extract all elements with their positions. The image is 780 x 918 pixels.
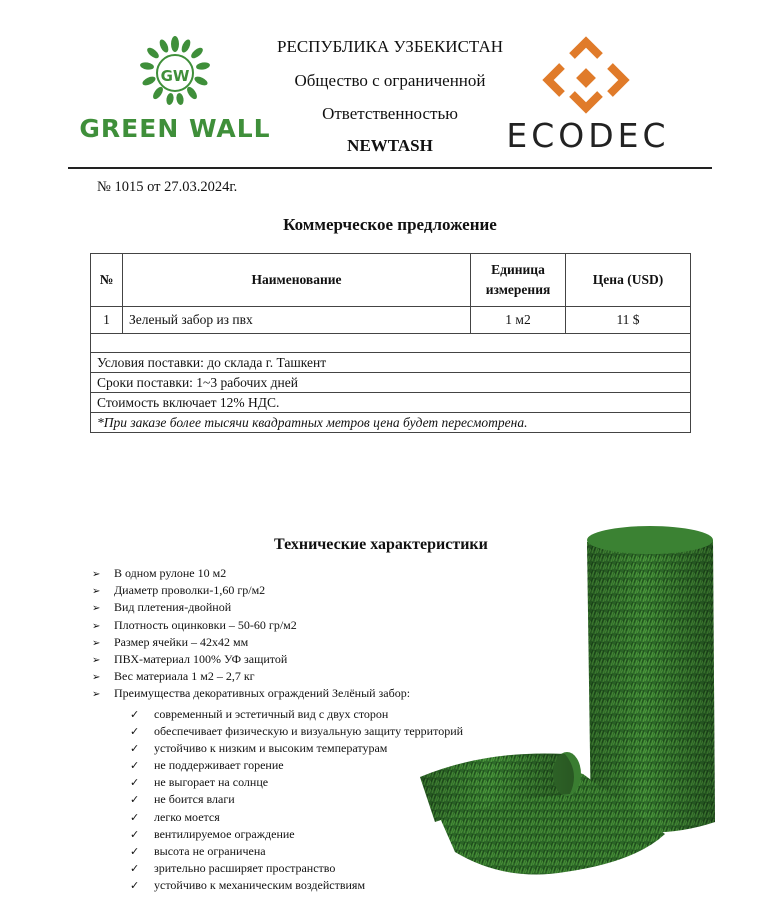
checkmark-icon: ✓ [130, 725, 140, 739]
list-item: ✓ высота не ограничена [130, 843, 463, 860]
arrow-bullet-icon: ➢ [92, 603, 101, 615]
checkmark-icon: ✓ [130, 776, 140, 790]
company-name: NEWTASH [347, 136, 433, 155]
list-item: ✓ вентилируемое ограждение [130, 826, 463, 843]
offer-title: Коммерческое предложение [283, 215, 497, 234]
table-spacer-row [91, 334, 691, 353]
delivery-time: Сроки поставки: 1~3 рабочих дней [91, 373, 691, 393]
specs-title: Технические характеристики [274, 536, 488, 553]
bulk-price-note: *При заказе более тысячи квадратных метров цена будет пересмотрена. [91, 413, 691, 433]
list-item: ➢ ПВХ-материал 100% УФ защитой [92, 651, 410, 668]
condition-row [91, 353, 691, 373]
list-item: ✓ не выгорает на солнце [130, 774, 463, 791]
list-item: ✓ не боится влаги [130, 791, 463, 808]
arrow-bullet-icon: ➢ [92, 569, 101, 580]
arrow-bullet-icon: ➢ [92, 654, 101, 666]
list-item: ✓ обеспечивает физическую и визуальную защиту территорий [130, 723, 463, 740]
arrow-bullet-icon: ➢ [92, 620, 101, 632]
condition-row [91, 393, 691, 413]
checkmark-icon: ✓ [130, 708, 140, 721]
row-unit: 1 м2 [471, 307, 566, 334]
list-item: ➢ Плотность оцинковки – 50-60 гр/м2 [92, 617, 410, 634]
green-fence-roll-image [415, 522, 725, 912]
vat-note: Стоимость включает 12% НДС. [91, 393, 691, 413]
checkmark-icon: ✓ [130, 742, 140, 756]
arrow-bullet-icon: ➢ [92, 689, 101, 701]
advantages-list [130, 706, 463, 894]
spec-list [92, 565, 410, 703]
document-number: № 1015 от 27.03.2024г. [97, 179, 238, 195]
note-row [91, 413, 691, 433]
green-wall-wordmark: GREEN WALL [79, 114, 271, 143]
list-item: ✓ современный и эстетичный вид с двух сторон [130, 706, 463, 723]
condition-row [91, 373, 691, 393]
list-item: ✓ легко моется [130, 809, 463, 826]
header-divider [68, 167, 712, 169]
arrow-bullet-icon: ➢ [92, 637, 101, 649]
list-item: ✓ зрительно расширяет пространство [130, 860, 463, 877]
header-price: Цена (USD) [566, 254, 691, 307]
checkmark-icon: ✓ [130, 759, 140, 773]
list-item: ✓ устойчиво к низким и высоким температурам [130, 740, 463, 757]
row-num: 1 [91, 307, 123, 334]
country-name: РЕСПУБЛИКА УЗБЕКИСТАН [276, 37, 504, 56]
org-type-line1: Общество с ограниченной [294, 71, 486, 90]
header-unit-line2: измерения [485, 282, 551, 297]
table-row [91, 307, 691, 334]
row-price: 11 $ [566, 307, 691, 334]
arrow-bullet-icon: ➢ [92, 586, 101, 598]
checkmark-icon: ✓ [130, 861, 140, 875]
header-unit-line1: Единица [491, 262, 545, 277]
list-item: ➢ Диаметр проволки-1,60 гр/м2 [92, 582, 410, 599]
list-item: ➢ Размер ячейки – 42x42 мм [92, 634, 410, 651]
list-item: ✓ не поддерживает горение [130, 757, 463, 774]
list-item: ➢ Вид плетения-двойной [92, 599, 410, 616]
header-unit [471, 254, 566, 307]
list-item: ✓ устойчиво к механическим воздействиям [130, 877, 463, 894]
list-item: ➢ Преимущества декоративных ограждений Зелёный забор: [92, 685, 410, 702]
price-table [90, 253, 691, 433]
checkmark-icon: ✓ [130, 793, 140, 807]
arrow-bullet-icon: ➢ [92, 672, 101, 684]
row-name: Зеленый забор из пвх [123, 307, 471, 334]
checkmark-icon: ✓ [130, 827, 140, 841]
ecodec-logo [488, 34, 698, 154]
checkmark-icon: ✓ [130, 878, 140, 892]
ecodec-wordmark: ECODEC [506, 116, 670, 155]
table-header-row [91, 254, 691, 307]
ecodec-emblem-icon [488, 34, 688, 114]
header-name: Наименование [123, 254, 471, 307]
delivery-terms: Условия поставки: до склада г. Ташкент [91, 353, 691, 373]
list-item: ➢ Вес материала 1 м2 – 2,7 кг [92, 668, 410, 685]
org-type-line2: Ответственностью [322, 104, 458, 123]
list-item: ➢ В одном рулоне 10 м2 [92, 565, 410, 582]
gw-monogram: GW [160, 67, 190, 85]
checkmark-icon: ✓ [130, 810, 140, 824]
header-num: № [91, 254, 123, 307]
checkmark-icon: ✓ [130, 844, 140, 858]
